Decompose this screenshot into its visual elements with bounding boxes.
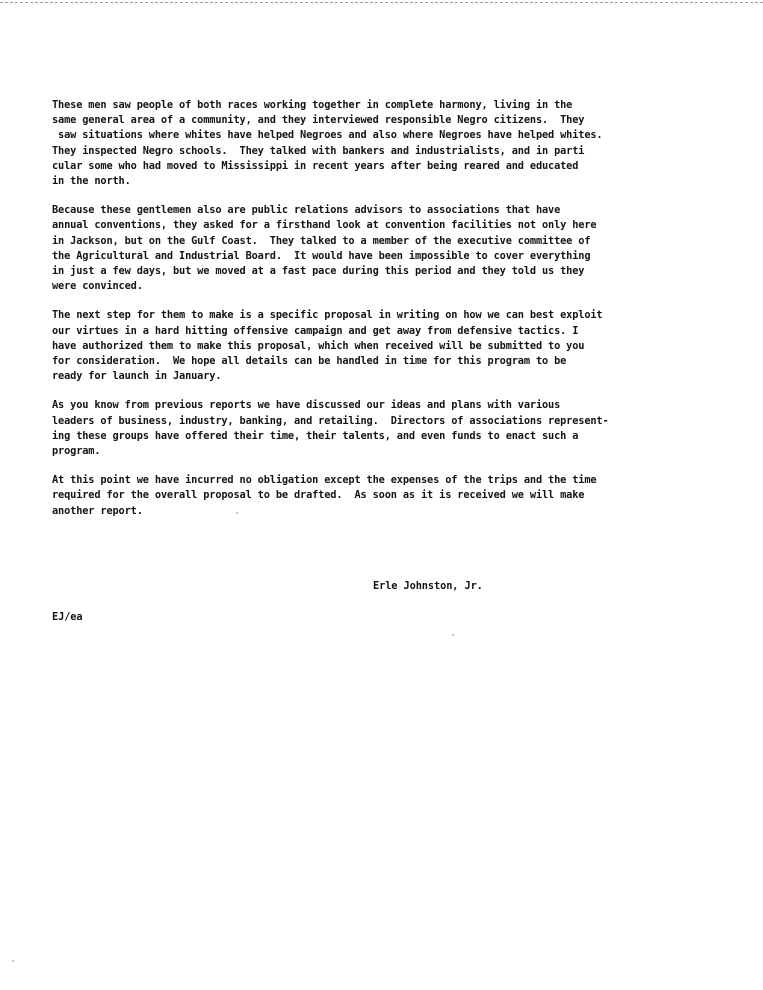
letter-body — [52, 98, 752, 533]
paragraph-line: for consideration. We hope all details can be handled in time for this program to be — [52, 355, 567, 368]
paragraph-line: were convinced. — [52, 280, 143, 293]
paper-speck — [236, 512, 238, 514]
paragraph-line: in the north. — [52, 175, 131, 188]
paragraph-line: in Jackson, but on the Gulf Coast. They talked to a member of the executive committee of — [52, 234, 591, 247]
paper-speck — [452, 634, 454, 636]
paragraph-line: annual conventions, they asked for a firsthand look at convention facilities not only here — [52, 219, 597, 232]
paragraph-line: required for the overall proposal to be drafted. As soon as it is received we will make — [52, 489, 585, 502]
paragraph-line: another report. — [52, 504, 143, 517]
paragraph-2 — [52, 203, 752, 294]
paragraph-line: program. — [52, 445, 101, 458]
paragraph-line: As you know from previous reports we have discussed our ideas and plans with various — [52, 399, 561, 412]
paragraph-line: cular some who had moved to Mississippi in recent years after being reared and educated — [52, 159, 579, 172]
paragraph-1 — [52, 98, 752, 189]
paragraph-4 — [52, 398, 752, 459]
paragraph-line: leaders of business, industry, banking, and retailing. Directors of associations represent- — [52, 414, 609, 427]
signature-name: Erle Johnston, Jr. — [373, 580, 483, 592]
paragraph-line: Because these gentlemen also are public relations advisors to associations that have — [52, 204, 561, 217]
paragraph-line: They inspected Negro schools. They talked with bankers and industrialists, and in parti — [52, 144, 585, 157]
paragraph-line: same general area of a community, and they interviewed responsible Negro citizens. They — [52, 114, 585, 127]
page-top-edge — [0, 2, 763, 3]
paragraph-line: saw situations where whites have helped Negroes and also where Negroes have helped whites. — [52, 129, 603, 142]
paragraph-5 — [52, 473, 752, 519]
paragraph-line: in just a few days, but we moved at a fast pace during this period and they told us they — [52, 265, 585, 278]
paragraph-line: The next step for them to make is a specific proposal in writing on how we can best exploit — [52, 309, 603, 322]
paragraph-line: These men saw people of both races working together in complete harmony, living in the — [52, 99, 573, 111]
paragraph-line: At this point we have incurred no obligation except the expenses of the trips and the time — [52, 474, 597, 487]
paragraph-line: the Agricultural and Industrial Board. It would have been impossible to cover everything — [52, 249, 591, 262]
paragraph-line: ready for launch in January. — [52, 370, 222, 383]
reference-initials: EJ/ea — [52, 611, 83, 623]
paragraph-3 — [52, 308, 752, 384]
paragraph-line: have authorized them to make this proposal, which when received will be submitted to you — [52, 339, 585, 352]
paragraph-line: our virtues in a hard hitting offensive campaign and get away from defensive tactics. I — [52, 324, 579, 337]
paper-speck — [12, 960, 14, 962]
paragraph-line: ing these groups have offered their time, their talents, and even funds to enact such a — [52, 429, 579, 442]
